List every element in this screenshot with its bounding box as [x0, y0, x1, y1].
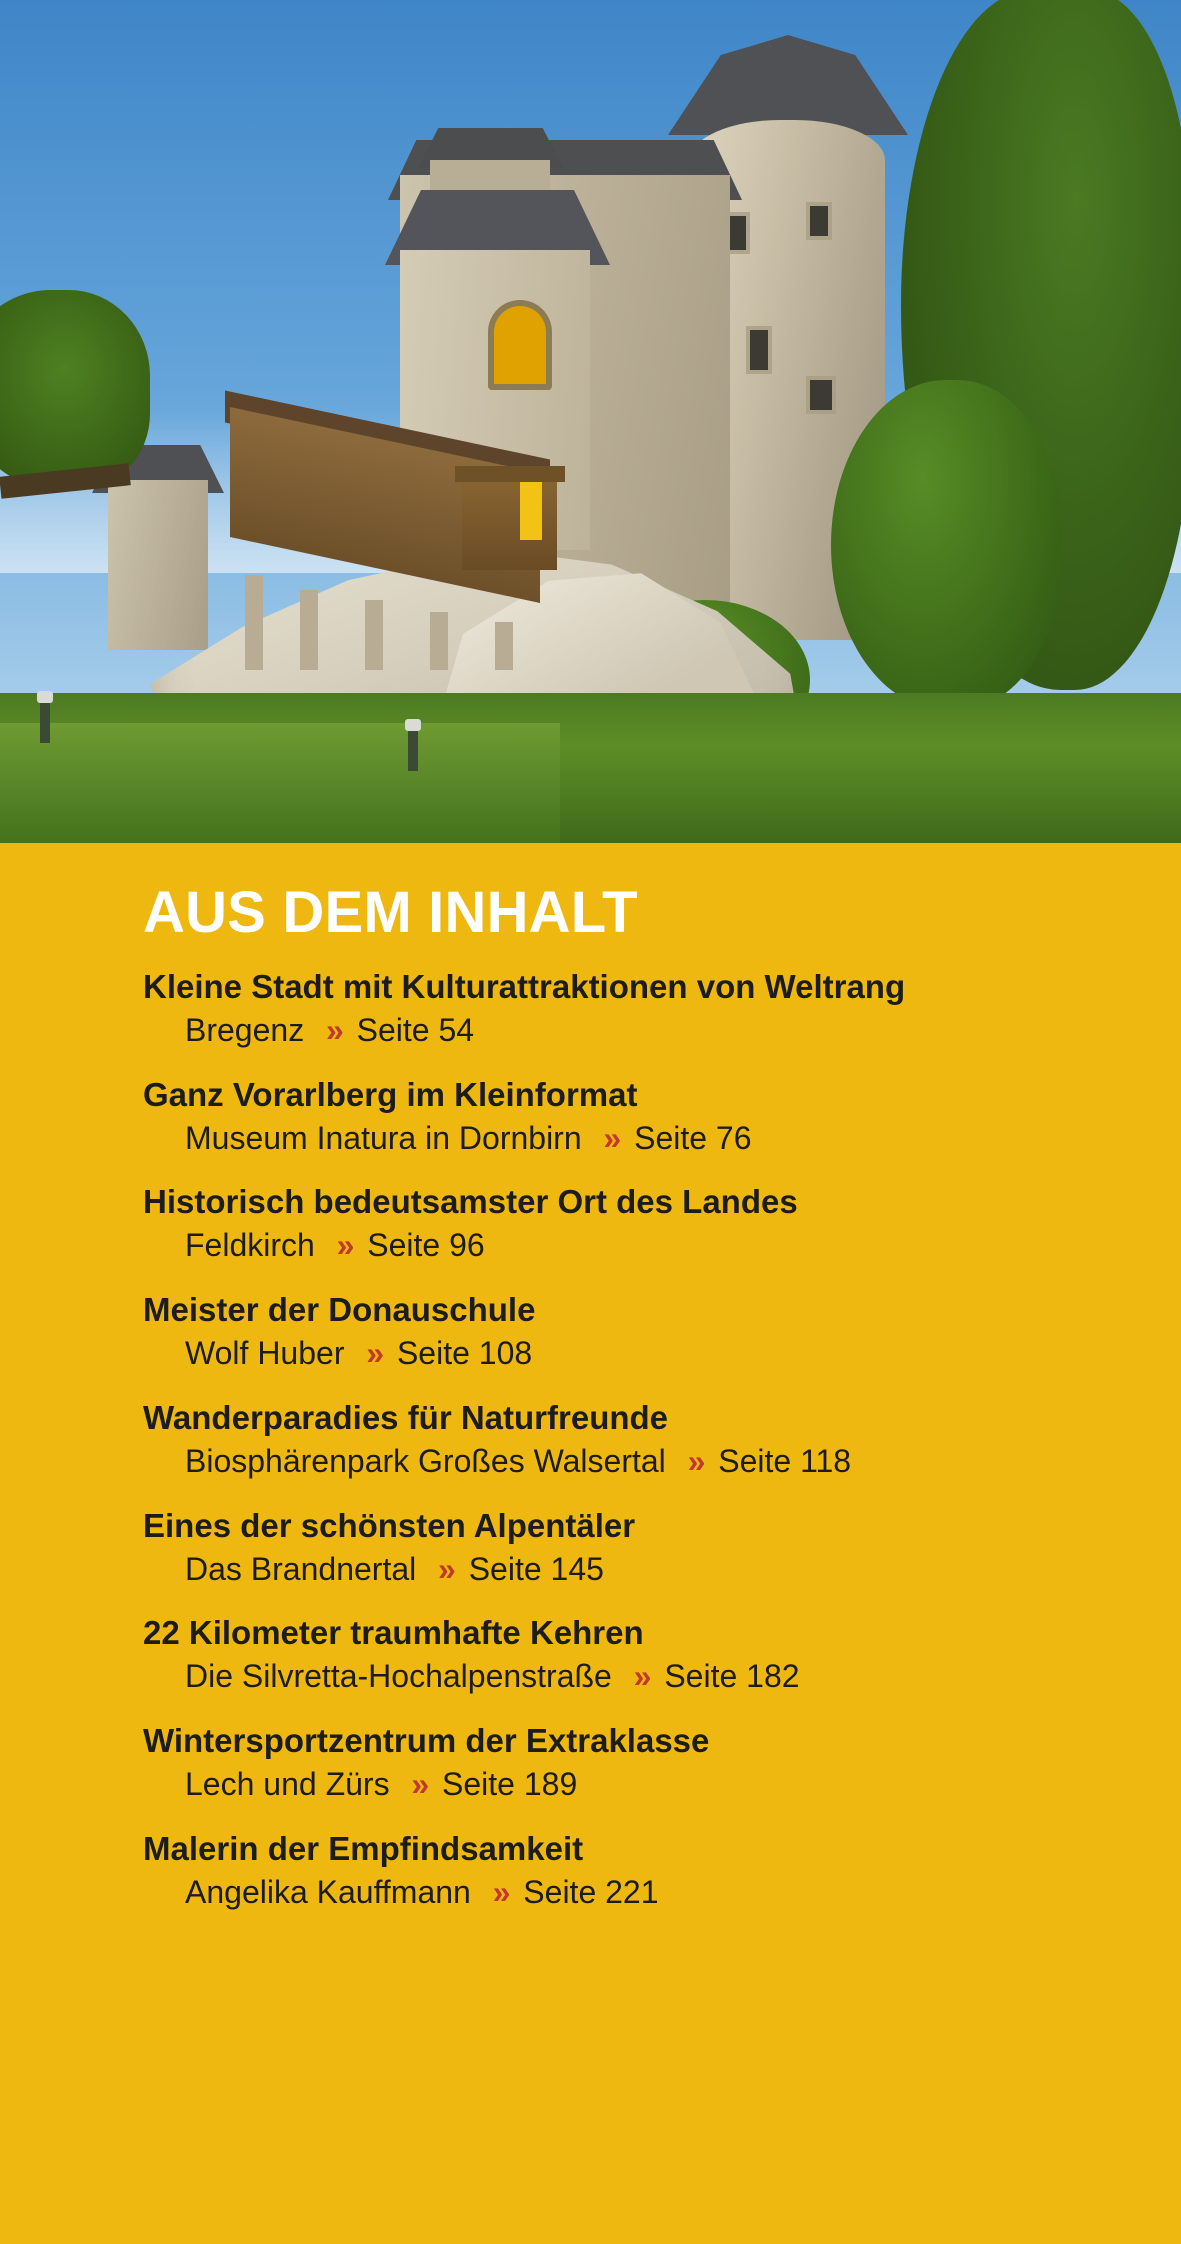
page-word: Seite: [367, 1227, 441, 1264]
bridge-supports: [245, 560, 525, 670]
entry-subline: [185, 1551, 1181, 1588]
lawn-foreground: [0, 723, 560, 843]
arrow-icon: »: [411, 1765, 430, 1802]
page-number: 96: [449, 1227, 485, 1264]
list-item[interactable]: [143, 1830, 1181, 1911]
list-item[interactable]: [143, 1076, 1181, 1157]
entry-title: Malerin der Empfindsamkeit: [143, 1829, 584, 1867]
tree-left: [0, 290, 150, 490]
page-word: Seite: [664, 1658, 738, 1695]
entry-title: Meister der Donauschule: [143, 1291, 536, 1329]
arrow-icon: »: [336, 1227, 355, 1264]
arrow-icon: »: [603, 1119, 622, 1156]
tower-window: [810, 380, 832, 410]
page-word: Seite: [468, 1550, 542, 1587]
list-item[interactable]: [143, 968, 1181, 1049]
page-number: 54: [438, 1011, 475, 1048]
list-item[interactable]: [143, 1722, 1181, 1803]
page-number: 76: [715, 1119, 752, 1156]
entry-subject: Bregenz: [185, 1011, 305, 1048]
entry-title: Historisch bedeutsamster Ort des Landes: [143, 1183, 798, 1221]
page-number: 145: [550, 1550, 604, 1587]
balcony-railing: [455, 466, 565, 482]
page-number: 108: [478, 1335, 533, 1372]
entry-subline: [185, 1658, 1181, 1695]
list-item[interactable]: [143, 1183, 1181, 1264]
page-word: Seite: [356, 1011, 430, 1048]
entry-title: 22 Kilometer traumhafte Kehren: [143, 1614, 644, 1652]
wooden-balcony: [462, 470, 557, 570]
entry-title: Eines der schönsten Alpentäler: [143, 1506, 636, 1544]
table-of-contents-panel: [0, 843, 1181, 2244]
entry-subline: [185, 1335, 1181, 1372]
cover-photo-castle: [0, 0, 1181, 843]
arrow-icon: »: [633, 1658, 652, 1695]
page-number: 221: [605, 1873, 659, 1910]
entry-subline: [185, 1766, 1181, 1803]
page-word: Seite: [634, 1119, 708, 1156]
list-item[interactable]: [143, 1399, 1181, 1480]
arched-window: [488, 300, 552, 390]
path-lamp: [408, 727, 418, 771]
toc-list: [143, 968, 1181, 1911]
arrow-icon: »: [492, 1873, 511, 1910]
entry-subject: Wolf Huber: [185, 1335, 345, 1372]
list-item[interactable]: [143, 1614, 1181, 1695]
page-word: Seite: [442, 1765, 515, 1802]
yellow-banner: [520, 482, 542, 540]
tree-right-small: [831, 380, 1061, 710]
tower-window: [810, 206, 828, 236]
entry-title: Ganz Vorarlberg im Kleinformat: [143, 1075, 638, 1113]
entry-title: Kleine Stadt mit Kulturattraktionen von Weltrang: [143, 967, 906, 1005]
entry-subject: Das Brandnertal: [185, 1550, 417, 1587]
arrow-icon: »: [366, 1335, 385, 1372]
page-word: Seite: [718, 1442, 792, 1479]
entry-subline: [185, 1227, 1181, 1264]
entry-title: Wanderparadies für Naturfreunde: [143, 1398, 669, 1436]
entry-subline: [185, 1012, 1181, 1049]
entry-subject: Biosphärenpark Großes Walsertal: [185, 1442, 666, 1479]
entry-subject: Die Silvretta-Hochalpenstraße: [185, 1658, 612, 1695]
entry-subject: Feldkirch: [185, 1227, 315, 1264]
page-number: 189: [523, 1765, 578, 1802]
entry-subject: Museum Inatura in Dornbirn: [185, 1119, 582, 1156]
page-word: Seite: [396, 1335, 470, 1372]
entry-subject: Lech und Zürs: [185, 1765, 390, 1802]
tower-window: [750, 330, 768, 370]
entry-subject: Angelika Kauffmann: [185, 1873, 471, 1910]
path-lamp: [40, 699, 50, 743]
page-number: 182: [746, 1658, 800, 1695]
page-number: 118: [800, 1442, 852, 1479]
arrow-icon: »: [438, 1550, 456, 1587]
entry-subline: [185, 1874, 1181, 1911]
arrow-icon: »: [325, 1011, 344, 1048]
arrow-icon: »: [687, 1442, 706, 1479]
page-title: AUS DEM INHALT: [143, 880, 638, 945]
entry-title: Wintersportzentrum der Extraklasse: [143, 1722, 710, 1760]
list-item[interactable]: [143, 1291, 1181, 1372]
page-word: Seite: [523, 1873, 597, 1910]
small-tower: [108, 480, 208, 650]
entry-subline: [185, 1120, 1181, 1157]
list-item[interactable]: [143, 1507, 1181, 1588]
entry-subline: [185, 1443, 1181, 1480]
